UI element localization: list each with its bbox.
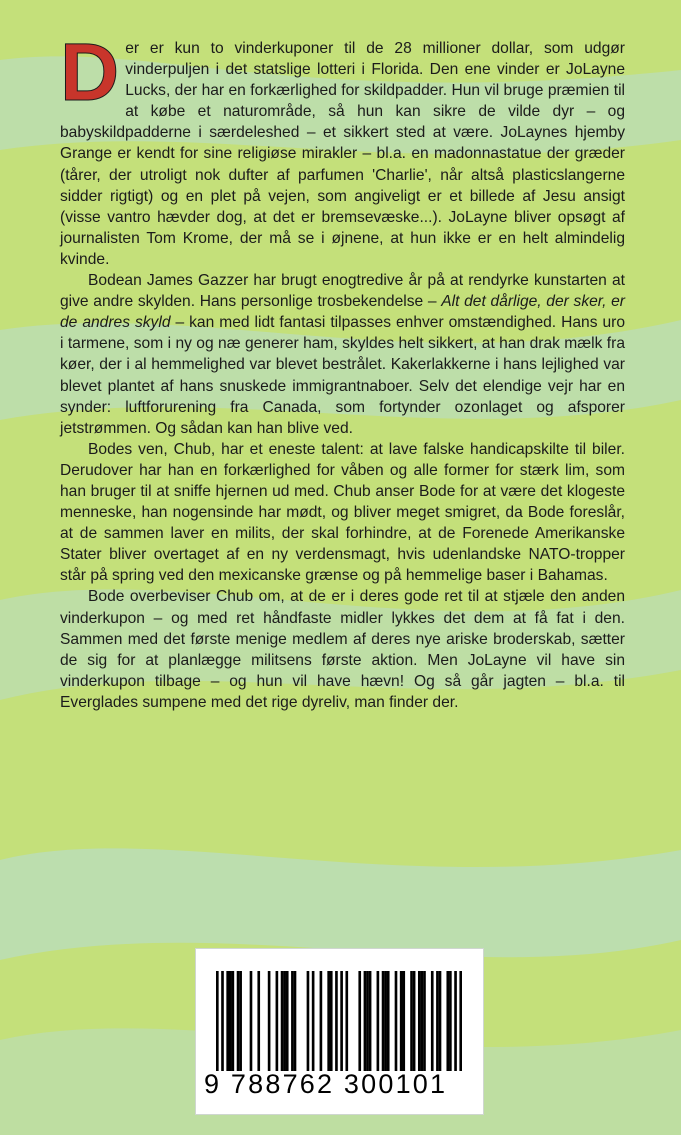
barcode-bar	[229, 971, 232, 1071]
barcode-bar	[418, 971, 421, 1071]
barcode-bar	[377, 971, 380, 1071]
isbn-digits: 9 788762 300101	[204, 1069, 448, 1099]
drop-cap: D	[60, 27, 120, 118]
barcode-bar	[439, 971, 442, 1071]
barcode-bar	[454, 971, 457, 1071]
barcode-bar	[387, 971, 390, 1071]
paragraph-1	[60, 27, 625, 270]
paragraph-1-text: er er kun to vinderkuponer til de 28 millioner dollar, som udgør vinderpuljen i det statslige lotteri i Florida. Den ene vinder er JoLayne Lucks, der har en forkærlighed for skildpadder. Hun vil bruge præmien til at købe et naturområde, så hun kan sikre de vilde dyr – og babyskildpadderne i særdeleshed – et sikkert sted at være. JoLaynes hjemby Grange er kendt for sine religiøse mirakler – bl.a. en madonnastatue der græder (tårer, der utroligt nok dufter af parfumen 'Charlie', når altså plasticslangerne sidder rigtigt) og en plet på vejen, som angiveligt er et billede af Jesu ansigt (visse vantro hævder dog, at det er bremsevæske...). JoLayne bliver opsøgt af journalisten Tom Krome, der må se i øjnene, at hun ikke er en helt almindelig kvinde.	[60, 40, 625, 268]
barcode-bar	[340, 971, 343, 1071]
barcode-bar	[226, 971, 229, 1071]
barcode-bar	[382, 971, 385, 1071]
back-cover-blurb	[60, 27, 626, 713]
barcode-bar	[459, 971, 462, 1071]
barcode-bar	[320, 971, 323, 1071]
barcode-bar	[335, 971, 338, 1071]
barcode-bar	[345, 971, 348, 1071]
paragraph-4: Bode overbeviser Chub om, at de er i deres gode ret til at stjæle den anden vinderkupon – og med ret håndfaste midler lykkes det dem at få fat i den. Sammen med det første menige medlem af deres nye ariske broderskab, sætter de sig for at planlægge militsens første aktion. Men JoLayne vil have sin vinderkupon tilbage – og hun vil have hævn! Og så går jagten – bl.a. til Everglades sumpene med det rige dyreliv, man finder der.	[60, 588, 625, 711]
barcode-bar	[446, 971, 449, 1071]
barcode-bars	[216, 971, 462, 1071]
paragraph-2-rest: – kan med lidt fantasi tilpasses enhver omstændighed. Hans uro i tarmene, som i ny og næ generer ham, skyldes helt sikkert, at han drak mælk fra køer, der i al hemmelighed var blevet bestrålet. Kakerlakkerne i hans lejlighed var blevet plantet af hans snuskede immigrantnaboer. Selv det elendige vejr har en synder: luftforurening fra Canada, som fortynder ozonlaget og afsporer jetstrømmen. Og sådan kan han blive ved.	[60, 314, 625, 437]
barcode-bar	[216, 971, 219, 1071]
barcode-bar	[281, 971, 284, 1071]
barcode-bar	[307, 971, 310, 1071]
barcode-bar	[449, 971, 452, 1071]
barcode-bar	[410, 971, 413, 1071]
barcode-bar	[400, 971, 403, 1071]
barcode-bar	[312, 971, 315, 1071]
barcode-bar	[294, 971, 297, 1071]
barcode-bar	[402, 971, 405, 1071]
barcode-bar	[423, 971, 426, 1071]
barcode-bar	[239, 971, 242, 1071]
barcode-bar	[268, 971, 271, 1071]
paragraph-2-creed: Alt det dårlige, der sker, er de andres skyld	[60, 293, 626, 332]
barcode-bar	[250, 971, 253, 1071]
paragraph-2	[60, 270, 625, 439]
barcode-bar	[431, 971, 434, 1071]
barcode-bar	[286, 971, 289, 1071]
barcode-bar	[327, 971, 330, 1071]
barcode-bar	[421, 971, 424, 1071]
paragraph-2-text: Bodean James Gazzer har brugt enogtredive år på at rendyrke kunstarten at give andre skylden. Hans personlige trosbekendelse –	[60, 272, 625, 311]
barcode-bar	[221, 971, 224, 1071]
barcode-bar	[291, 971, 294, 1071]
barcode-bar	[436, 971, 439, 1071]
barcode-bar	[395, 971, 398, 1071]
barcode-bar	[283, 971, 286, 1071]
barcode-bar	[257, 971, 260, 1071]
barcode-bar	[232, 971, 235, 1071]
barcode-bar	[384, 971, 387, 1071]
barcode-bar	[237, 971, 240, 1071]
barcode-label	[195, 948, 484, 1115]
barcode-bar	[358, 971, 361, 1071]
barcode-bar	[330, 971, 333, 1071]
barcode-bar	[413, 971, 416, 1071]
barcode-bar	[366, 971, 369, 1071]
barcode-bar	[369, 971, 372, 1071]
paragraph-3: Bodes ven, Chub, har et eneste talent: at lave falske handicapskilte til biler. Derudover har han en forkærlighed for våben og alle former for stærk lim, som han bruger til at sniffe hjernen ud med. Chub anser Bode for at være det klogeste menneske, han nogensinde har mødt, og bliver meget smigret, da Bode foreslår, at de sammen laver en milits, der skal forhindre, at de Forenede Amerikanske Stater bliver overtaget af en ny verdensmagt, hvis udenlandske NATO-tropper står på spring ved den mexicanske grænse og på hemmelige baser i Bahamas.	[60, 440, 625, 585]
barcode-bar	[364, 971, 367, 1071]
barcode-bar	[276, 971, 279, 1071]
